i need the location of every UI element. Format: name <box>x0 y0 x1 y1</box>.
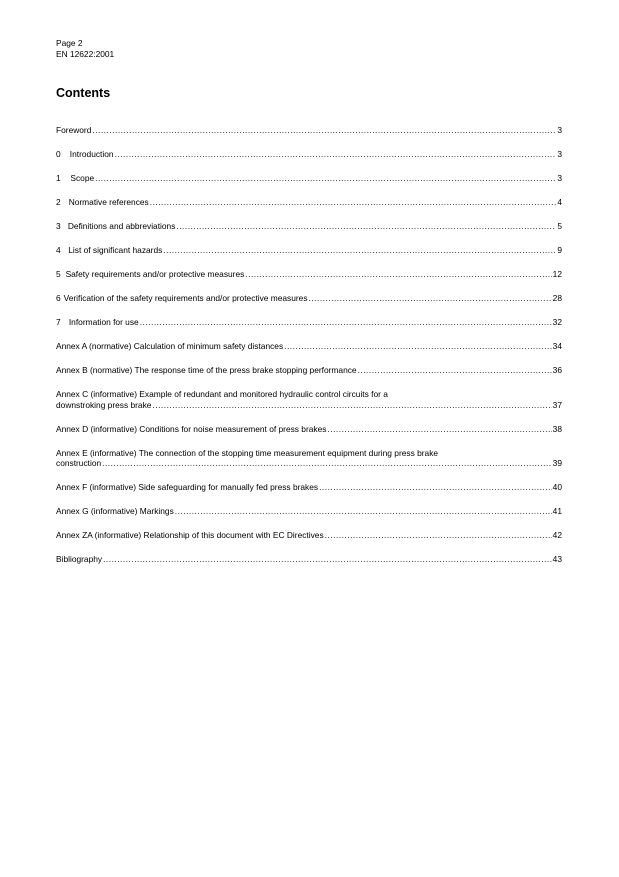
toc-page-number: 43 <box>552 554 562 564</box>
toc-entry-annex-c[interactable] <box>56 389 562 410</box>
toc-entry-foreword[interactable] <box>56 125 562 136</box>
toc-label-line: Annex E (informative) The connection of the stopping time measurement equipment during press brake <box>56 447 439 458</box>
toc-page-number: 5 <box>557 221 562 231</box>
dot-leader <box>95 173 556 184</box>
toc-entry-scope[interactable] <box>56 173 562 184</box>
table-of-contents <box>56 125 562 578</box>
toc-label: Scope <box>70 173 95 183</box>
toc-page-number: 4 <box>557 197 562 207</box>
toc-label: Bibliography <box>56 554 103 564</box>
toc-entry-annex-g[interactable] <box>56 506 562 517</box>
toc-entry-annex-e[interactable] <box>56 448 562 469</box>
toc-entry-annex-a[interactable] <box>56 341 562 352</box>
toc-page-number: 3 <box>557 125 562 135</box>
toc-page-number: 42 <box>552 530 562 540</box>
toc-section-number: 7 <box>56 317 61 327</box>
toc-page-number: 9 <box>557 245 562 255</box>
dot-leader <box>319 482 552 493</box>
toc-section-number: 5 <box>56 269 61 279</box>
toc-entry-annex-f[interactable] <box>56 482 562 493</box>
toc-label: List of significant hazards <box>68 245 163 255</box>
toc-label: Annex G (informative) Markings <box>56 506 174 516</box>
toc-section-number: 6 <box>56 293 61 303</box>
dot-leader <box>152 400 551 411</box>
toc-label: Annex D (informative) Conditions for noise measurement of press brakes <box>56 423 327 434</box>
toc-label: Foreword <box>56 125 92 135</box>
dot-leader <box>325 530 552 541</box>
dot-leader <box>150 197 557 208</box>
toc-page-number: 38 <box>552 423 562 434</box>
dot-leader <box>175 506 552 517</box>
toc-label: Normative references <box>68 197 149 207</box>
toc-page-number: 32 <box>552 317 562 327</box>
toc-page-number: 41 <box>552 506 562 516</box>
dot-leader <box>102 458 552 469</box>
toc-section-number: 2 <box>56 197 61 207</box>
toc-entry-bibliography[interactable] <box>56 554 562 565</box>
dot-leader <box>140 317 552 328</box>
toc-entry-information-for-use[interactable] <box>56 317 562 328</box>
standard-id: EN 12622:2001 <box>56 48 115 59</box>
toc-page-number: 34 <box>552 341 562 351</box>
toc-entry-annex-za[interactable] <box>56 530 562 541</box>
toc-page-number: 28 <box>552 293 562 303</box>
dot-leader <box>327 424 551 435</box>
toc-entry-annex-b[interactable] <box>56 365 562 376</box>
toc-section-number: 3 <box>56 221 61 231</box>
page-title: Contents <box>56 86 111 100</box>
toc-label-line: Annex C (informative) Example of redundant and monitored hydraulic control circuits for a <box>56 389 388 399</box>
toc-page-number: 12 <box>552 269 562 279</box>
toc-label: Information for use <box>68 317 139 327</box>
toc-label: Introduction <box>69 149 114 159</box>
dot-leader <box>103 554 552 565</box>
toc-label: Definitions and abbreviations <box>67 221 176 231</box>
dot-leader <box>115 149 557 160</box>
dot-leader <box>92 125 556 136</box>
page-number: Page 2 <box>56 38 83 48</box>
dot-leader <box>309 293 552 304</box>
dot-leader <box>163 245 556 256</box>
toc-entry-verification[interactable] <box>56 293 562 304</box>
toc-page-number: 3 <box>557 149 562 159</box>
page-header <box>56 38 114 59</box>
toc-section-number: 0 <box>56 149 61 159</box>
toc-label: Annex ZA (informative) Relationship of this document with EC Directives <box>56 530 324 540</box>
toc-entry-safety-requirements[interactable] <box>56 269 562 280</box>
toc-entry-introduction[interactable] <box>56 149 562 160</box>
toc-page-number: 36 <box>552 365 562 375</box>
toc-label: Annex B (normative) The response time of the press brake stopping performance <box>56 365 357 375</box>
toc-entry-definitions[interactable] <box>56 221 562 232</box>
toc-label: Safety requirements and/or protective measures <box>65 269 245 279</box>
toc-page-number: 37 <box>552 399 562 410</box>
toc-page-number: 40 <box>552 482 562 492</box>
toc-label: Verification of the safety requirements and/or protective measures <box>63 293 308 303</box>
dot-leader <box>176 221 556 232</box>
toc-label: Annex F (informative) Side safeguarding for manually fed press brakes <box>56 482 319 492</box>
dot-leader <box>284 341 552 352</box>
toc-page-number: 39 <box>552 458 562 468</box>
dot-leader <box>245 269 551 280</box>
toc-entry-annex-d[interactable] <box>56 424 562 435</box>
toc-label: Annex A (normative) Calculation of minimum safety distances <box>56 341 284 351</box>
toc-label: downstroking press brake <box>56 399 152 410</box>
dot-leader <box>358 365 552 376</box>
toc-page-number: 3 <box>557 173 562 183</box>
toc-section-number: 1 <box>56 173 61 183</box>
toc-entry-hazards[interactable] <box>56 245 562 256</box>
toc-label: construction <box>56 458 102 468</box>
toc-entry-normative-references[interactable] <box>56 197 562 208</box>
toc-section-number: 4 <box>56 245 61 255</box>
